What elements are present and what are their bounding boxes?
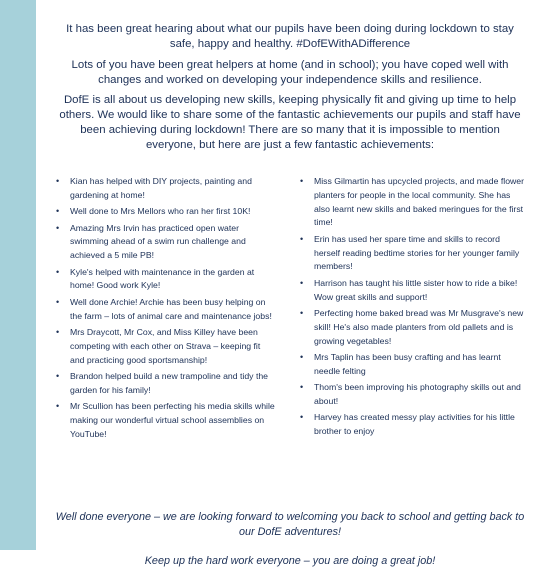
footer-message: Keep up the hard work everyone – you are doing a great job! xyxy=(144,554,436,567)
sidebar-accent xyxy=(0,0,36,550)
list-item: • Kyle's helped with maintenance in the garden at home! Good work Kyle! xyxy=(56,266,255,291)
newsletter-content xyxy=(54,0,526,567)
bullet-icon: • xyxy=(56,401,60,412)
list-item: • Brandon helped build a new trampoline and tidy the garden for his family! xyxy=(56,370,269,395)
list-item: • Well done Archie! Archie has been busy helping on the farm – lots of animal care and maintenance jobs! xyxy=(56,296,272,321)
bullet-icon: • xyxy=(300,277,304,288)
achievements-list-right xyxy=(298,175,526,442)
bullet-icon: • xyxy=(56,370,60,381)
list-item: • Amazing Mrs Irvin has practiced open water swimming ahead of a swim run challenge and achieved a 5 mile PB! xyxy=(56,222,246,261)
bullet-icon: • xyxy=(56,326,60,337)
bullet-icon: • xyxy=(300,382,304,393)
bullet-icon: • xyxy=(300,233,304,244)
list-item: • Thom's been improving his photography skills out and about! xyxy=(300,382,521,406)
list-item: • Well done to Mrs Mellors who ran her first 10K! xyxy=(54,205,276,219)
list-item: • Kian has helped with DIY projects, painting and gardening at home! xyxy=(56,176,252,200)
bullet-icon: • xyxy=(56,266,60,277)
list-item: • Harrison has taught his little sister how to ride a bike! Wow great skills and support! xyxy=(300,277,518,302)
list-item: • Erin has used her spare time and skills to record herself reading bedtime stories for her younger family members! xyxy=(300,233,520,272)
intro-paragraph-1: It has been great hearing about what our pupils have been doing during lockdown to stay safe, happy and healthy. #DofEWithADifference xyxy=(66,23,514,50)
bullet-icon: • xyxy=(300,351,304,362)
bullet-icon: • xyxy=(56,206,60,217)
list-item: • Mrs Taplin has been busy crafting and has learnt needle felting xyxy=(300,351,501,376)
bullet-icon: • xyxy=(300,412,304,423)
bullet-icon: • xyxy=(56,222,60,233)
closing-message: Well done everyone – we are looking forward to welcoming you back to school and getting back to our DofE adventures! xyxy=(55,510,525,538)
intro-paragraph-3: DofE is all about us developing new skills, keeping physically fit and giving up time to help others. We would like to share some of the fantastic achievements our pupils and staff have been achieving during lockdown! There are so many that it is impossible to mention everyone, but here are just a few fantastic achievements: xyxy=(59,94,521,151)
list-item: • Miss Gilmartin has upcycled projects, and made flower planters for people in the local community. She has also learnt new skills and baked meringues for the first time! xyxy=(300,176,525,228)
list-item: • Mrs Draycott, Mr Cox, and Miss Killey have been competing with each other on Strava – keeping fit and practicing good sportsmanship! xyxy=(56,326,261,365)
list-item: • Mr Scullion has been perfecting his media skills while making our wonderful virtual school assemblies on YouTube! xyxy=(56,401,275,439)
bullet-icon: • xyxy=(300,307,304,318)
intro-paragraph-2: Lots of you have been great helpers at home (and in school); you have coped well with changes and worked on developing your independence skills and resilience. xyxy=(71,59,509,86)
bullet-icon: • xyxy=(300,176,304,186)
bullet-icon: • xyxy=(56,176,60,186)
achievements-list-left xyxy=(54,175,276,444)
bullet-icon: • xyxy=(56,296,60,307)
list-item: • Harvey has created messy play activities for his little brother to enjoy xyxy=(300,412,515,437)
list-item: • Perfecting home baked bread was Mr Musgrave's new skill! He's also made planters from old pallets and is growing vegetables! xyxy=(300,307,524,346)
